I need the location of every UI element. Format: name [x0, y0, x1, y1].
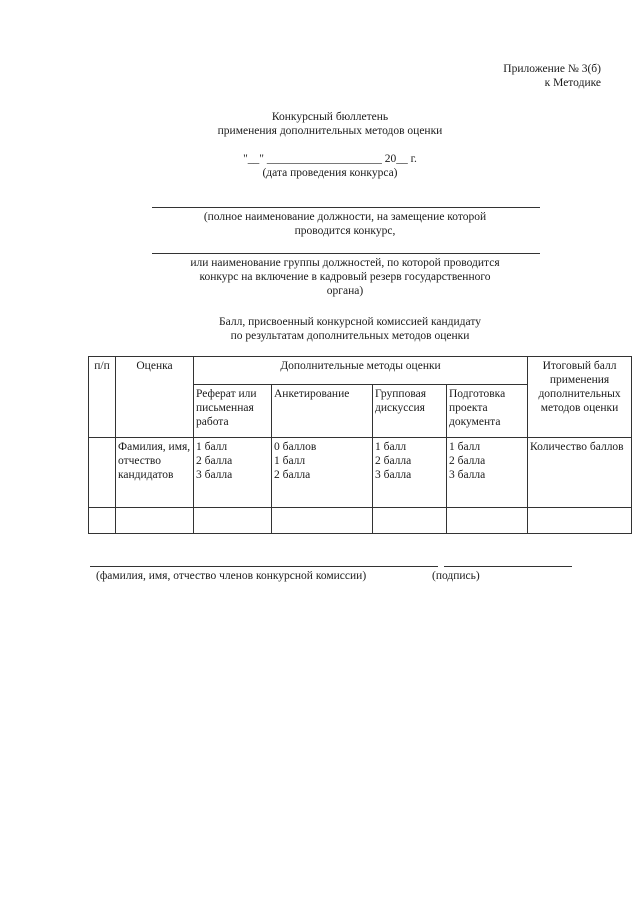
score-option: 2 балла	[196, 455, 233, 467]
group-blank-line	[152, 253, 540, 254]
method-questionnaire: Анкетирование	[272, 385, 373, 438]
position-blank-line	[152, 207, 540, 208]
method-essay: Реферат или письменная работа	[194, 385, 272, 438]
group-caption	[120, 256, 570, 298]
score-option: 1 балл	[375, 441, 407, 453]
members-signature-line	[90, 566, 438, 567]
candidate-label-cell: Фамилия, имя, отчество кандидатов	[116, 438, 194, 508]
signature-caption: (подпись)	[432, 570, 480, 582]
members-caption: (фамилия, имя, отчество членов конкурсной комиссии)	[96, 570, 367, 582]
empty-cell	[116, 508, 194, 534]
empty-cell	[272, 508, 373, 534]
discussion-scores-cell	[373, 438, 447, 508]
method-group-discussion: Групповая дискуссия	[373, 385, 447, 438]
position-caption-line-1: (полное наименование должности, на замещение которой	[203, 211, 487, 223]
date-caption: (дата проведения конкурса)	[262, 167, 398, 179]
col-rating-header: Оценка	[116, 357, 194, 438]
score-option: 0 баллов	[274, 441, 317, 453]
col-number-header: п/п	[89, 357, 116, 438]
total-score-cell: Количество баллов	[528, 438, 632, 508]
table-row-empty	[89, 508, 632, 534]
table-header-row	[89, 357, 632, 385]
empty-cell	[447, 508, 528, 534]
table-row	[89, 438, 632, 508]
empty-cell	[194, 508, 272, 534]
score-heading-line-2: по результатам дополнительных методов оценки	[230, 330, 470, 342]
ballot-table	[88, 356, 632, 534]
score-option: 2 балла	[274, 469, 311, 481]
method-document-draft: Подготовка проекта документа	[447, 385, 528, 438]
col-total-header: Итоговый балл применения дополнительных методов оценки	[528, 357, 632, 438]
score-option: 3 балла	[449, 469, 486, 481]
group-caption-line-3: органа)	[326, 285, 364, 297]
date-block	[120, 152, 540, 180]
score-heading-line-1: Балл, присвоенный конкурсной комиссией кандидату	[219, 316, 481, 328]
document-title	[120, 110, 540, 138]
appendix-methodology: к Методике	[544, 77, 601, 89]
score-option: 1 балл	[449, 441, 481, 453]
empty-cell	[373, 508, 447, 534]
title-line-1: Конкурсный бюллетень	[271, 111, 389, 123]
appendix-number: Приложение № 3(б)	[503, 63, 601, 75]
score-option: 1 балл	[274, 455, 306, 467]
row-number-cell	[89, 438, 116, 508]
col-methods-header: Дополнительные методы оценки	[194, 357, 528, 385]
empty-cell	[528, 508, 632, 534]
empty-cell	[89, 508, 116, 534]
score-option: 2 балла	[375, 455, 412, 467]
title-line-2: применения дополнительных методов оценки	[217, 125, 443, 137]
score-option: 2 балла	[449, 455, 486, 467]
position-caption	[120, 210, 570, 238]
questionnaire-scores-cell	[272, 438, 373, 508]
appendix-reference	[401, 62, 601, 90]
signature-line	[444, 566, 572, 567]
group-caption-line-2: конкурс на включение в кадровый резерв государственного	[199, 271, 491, 283]
document-scores-cell	[447, 438, 528, 508]
score-option: 3 балла	[196, 469, 233, 481]
score-option: 3 балла	[375, 469, 412, 481]
score-option: 1 балл	[196, 441, 228, 453]
position-caption-line-2: проводится конкурс,	[294, 225, 396, 237]
date-field: "__" ____________________ 20__ г.	[243, 153, 417, 165]
group-caption-line-1: или наименование группы должностей, по которой проводится	[190, 257, 500, 269]
essay-scores-cell	[194, 438, 272, 508]
score-heading	[120, 315, 580, 343]
